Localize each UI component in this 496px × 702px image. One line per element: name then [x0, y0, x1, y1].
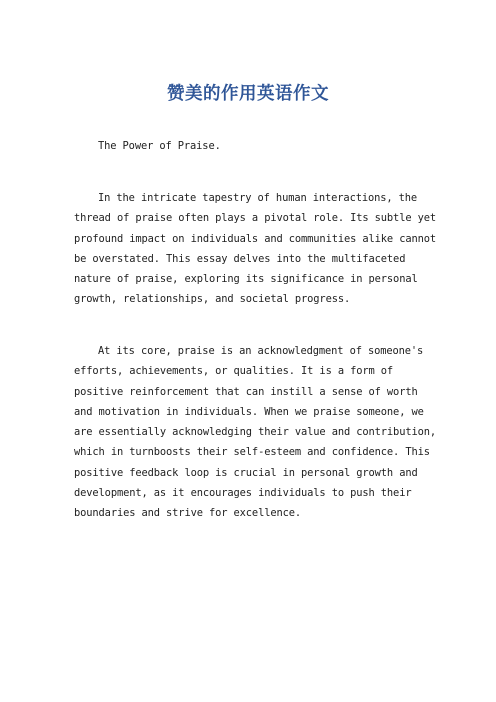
paragraph-1-line: profound impact on individuals and communities alike cannot — [74, 232, 437, 245]
paragraph-2 — [74, 341, 437, 524]
paragraph-2-line: are essentially acknowledging their value and contribution, — [74, 426, 437, 439]
paragraph-1-line: nature of praise, exploring its significance in personal — [74, 273, 418, 286]
paragraph-2-line: and motivation in individuals. When we praise someone, we — [74, 405, 424, 418]
paragraph-2-line: efforts, achievements, or qualities. It is a form of — [74, 365, 394, 378]
paragraph-2-line: which in turnboosts their self-esteem and confidence. This — [74, 446, 430, 459]
paragraph-1-line: thread of praise often plays a pivotal role. Its subtle yet — [74, 212, 437, 225]
paragraph-1-line: In the intricate tapestry of human interactions, the — [98, 192, 418, 204]
paragraph-2-line: positive feedback loop is crucial in personal growth and — [74, 466, 418, 479]
paragraph-1-line: growth, relationships, and societal progress. — [74, 293, 351, 306]
paragraph-2-line: boundaries and strive for excellence. — [74, 507, 302, 520]
essay-subtitle: The Power of Praise. — [98, 140, 221, 152]
paragraph-1 — [74, 188, 437, 310]
paragraph-1-line: be overstated. This essay delves into the multifaceted — [74, 252, 406, 265]
document-title: 赞美的作用英语作文 — [167, 84, 329, 104]
paragraph-2-line: At its core, praise is an acknowledgment of someone's — [98, 345, 424, 357]
paragraph-2-line: positive reinforcement that can instill a sense of worth — [74, 385, 418, 398]
paragraph-2-line: development, as it encourages individuals to push their — [74, 487, 412, 500]
